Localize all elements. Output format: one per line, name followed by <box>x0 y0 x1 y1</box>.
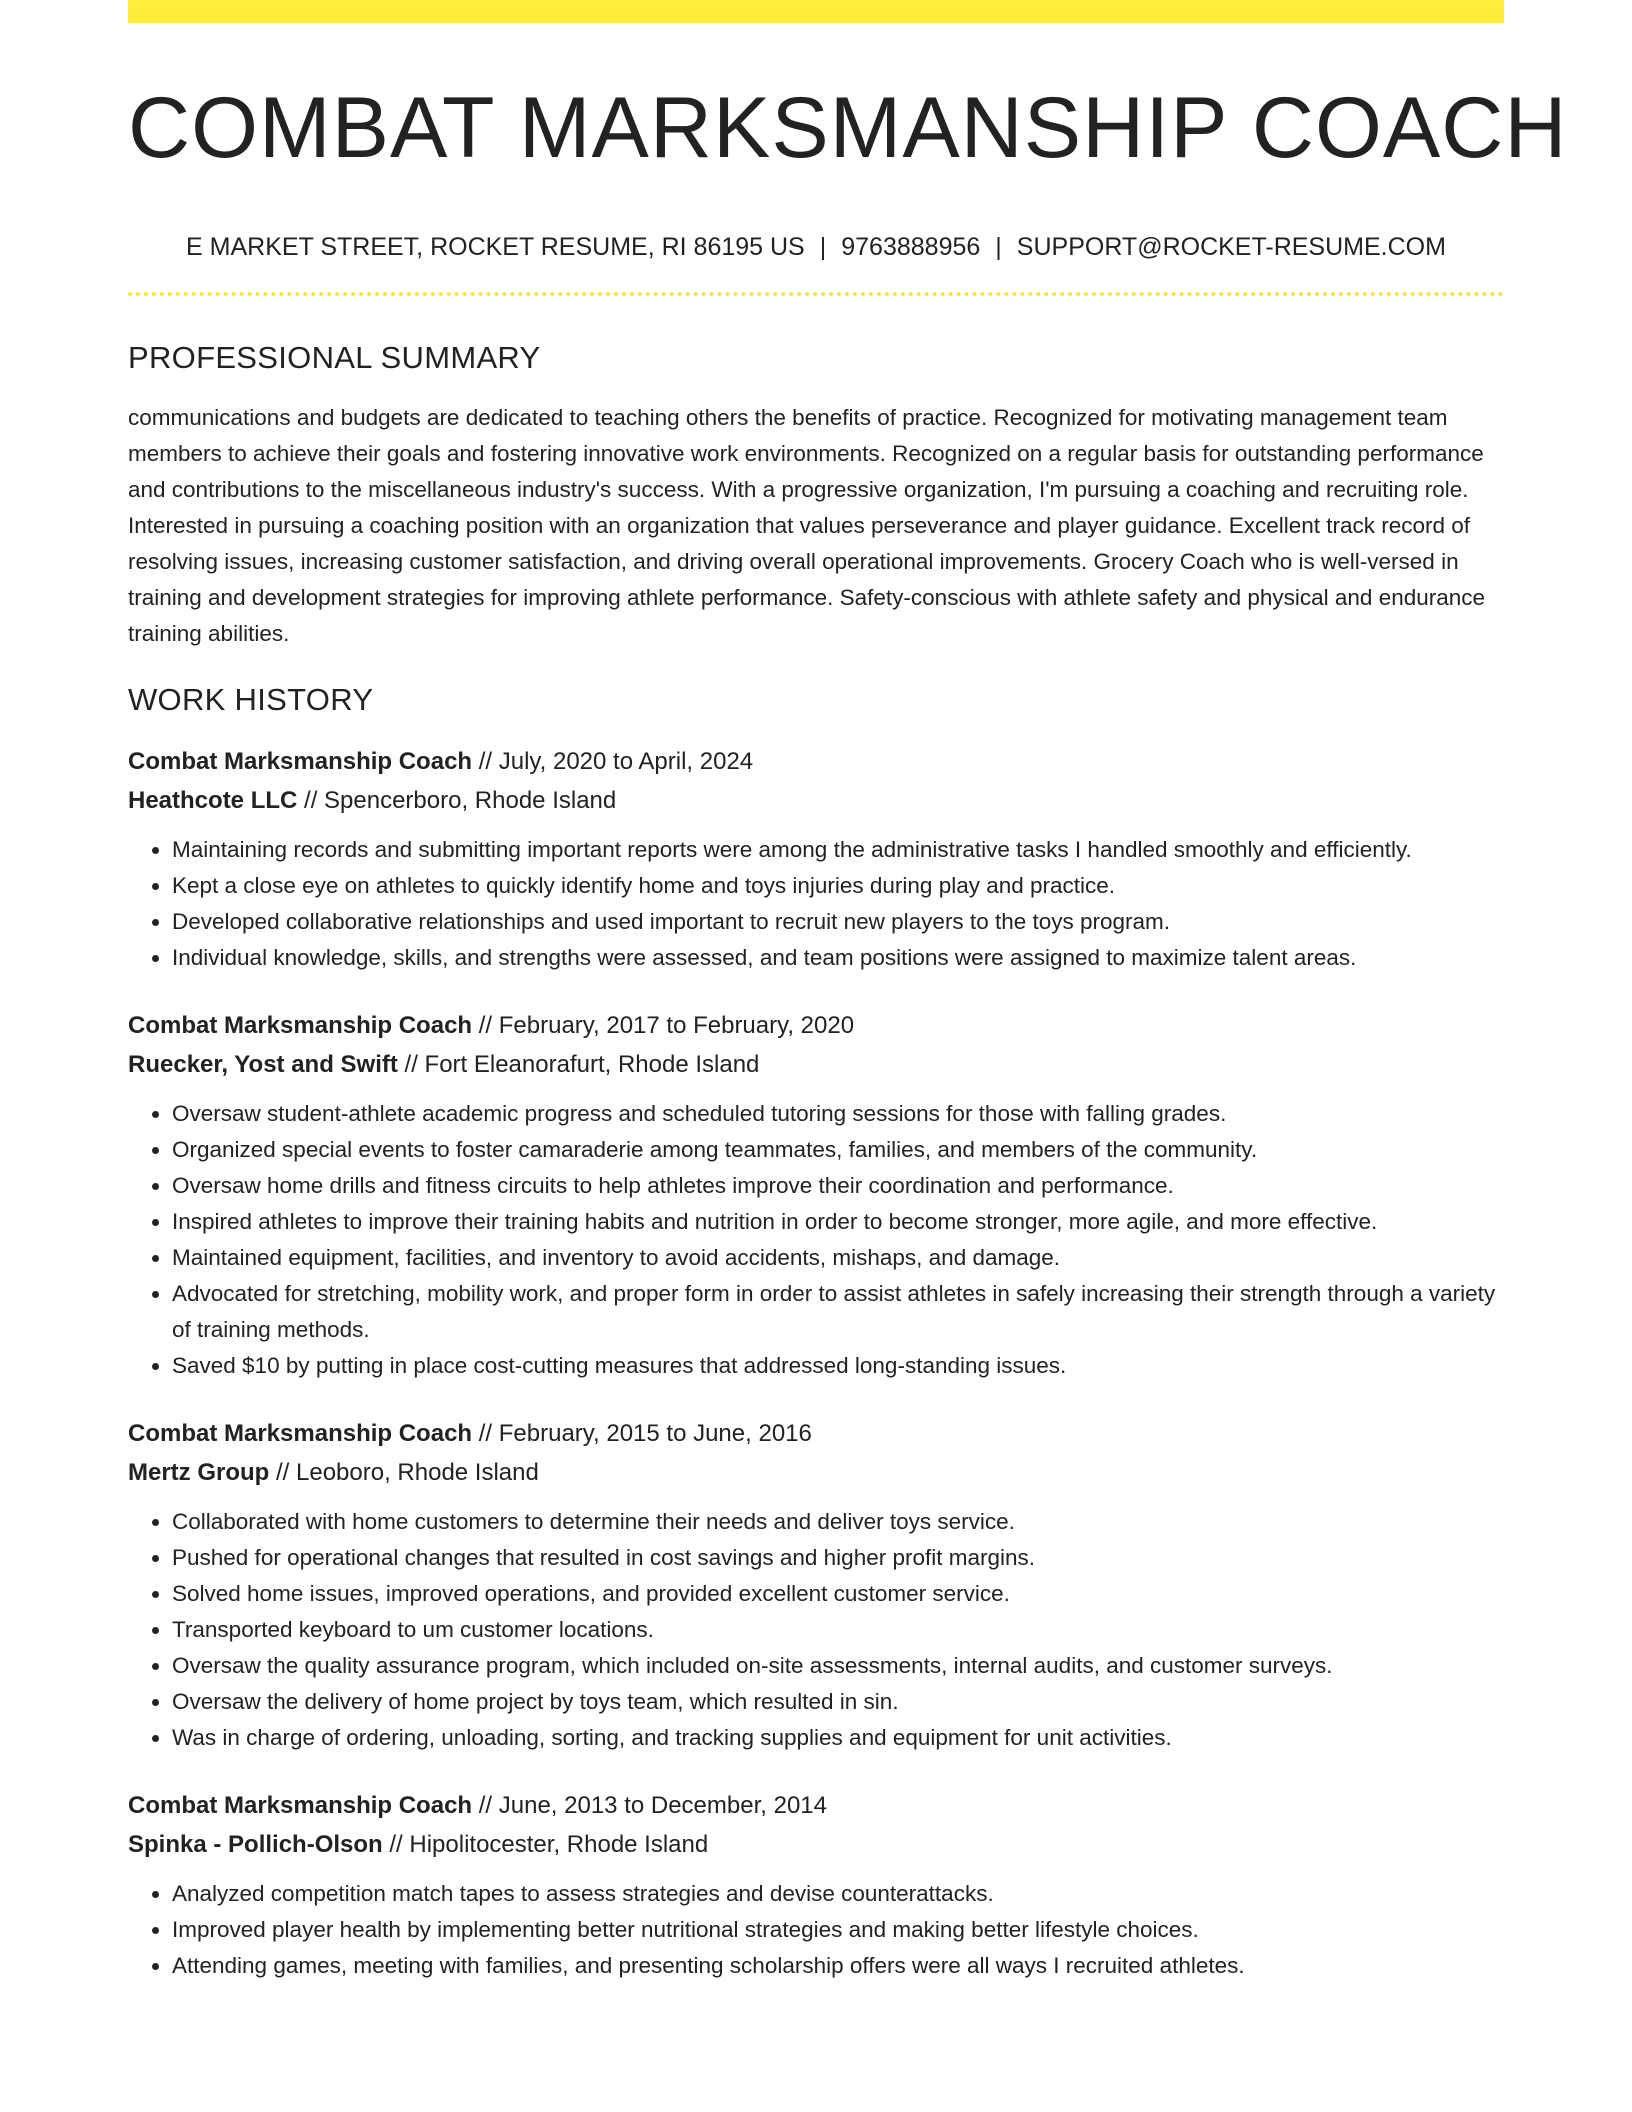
job-bullet: • Kept a close eye on athletes to quickly identify home and toys injuries during play and practice. <box>172 868 1504 904</box>
job-bullet: • Oversaw student-athlete academic progress and scheduled tutoring sessions for those with falling grades. <box>172 1096 1504 1132</box>
job-title-line <box>128 1786 1504 1825</box>
job-company: Ruecker, Yost and Swift <box>128 1051 398 1078</box>
job-role: Combat Marksmanship Coach <box>128 1012 473 1039</box>
contact-phone[interactable]: 9763888956 <box>841 233 981 261</box>
job-entry <box>128 1786 1504 1984</box>
job-role: Combat Marksmanship Coach <box>128 1792 473 1819</box>
job-company-line <box>128 1453 1504 1492</box>
summary-text: communications and budgets are dedicated to teaching others the benefits of practice. Recognized for motivating management team members to achieve their goals and fostering innovative work environments. Recognized on a regular basis for outstanding performance and contributions to the miscellaneous industry's success. With a progressive organization, I'm pursuing a coaching and recruiting role. Interested in pursuing a coaching position with an organization that values perseverance and player guidance. Excellent track record of resolving issues, increasing customer satisfaction, and driving overall operational improvements. Grocery Coach who is well-versed in training and development strategies for improving athlete performance. Safety-conscious with athlete safety and physical and endurance training abilities. <box>128 405 1486 646</box>
job-role: Combat Marksmanship Coach <box>128 1420 473 1447</box>
job-bullet: • Oversaw the quality assurance program, which included on-site assessments, internal audits, and customer surveys. <box>172 1648 1504 1684</box>
job-location: // Fort Eleanorafurt, Rhode Island <box>404 1051 760 1078</box>
job-bullet: • Inspired athletes to improve their training habits and nutrition in order to become stronger, more agile, and more effective. <box>172 1204 1504 1240</box>
job-bullet: • Pushed for operational changes that resulted in cost savings and higher profit margins. <box>172 1540 1504 1576</box>
job-title-line <box>128 1414 1504 1453</box>
job-bullet: • Was in charge of ordering, unloading, sorting, and tracking supplies and equipment for unit activities. <box>172 1720 1504 1756</box>
summary-heading: PROFESSIONAL SUMMARY <box>128 340 541 375</box>
contact-separator: | <box>819 233 827 261</box>
job-company: Mertz Group <box>128 1459 270 1486</box>
job-bullet: • Collaborated with home customers to determine their needs and deliver toys service. <box>172 1504 1504 1540</box>
job-bullet: • Oversaw the delivery of home project by toys team, which resulted in sin. <box>172 1684 1504 1720</box>
job-bullet: • Improved player health by implementing better nutritional strategies and making better lifestyle choices. <box>172 1912 1504 1948</box>
job-entry <box>128 742 1504 976</box>
job-company: Spinka - Pollich-Olson <box>128 1831 383 1858</box>
job-location: // Leoboro, Rhode Island <box>276 1459 539 1486</box>
job-bullet: • Oversaw home drills and fitness circuits to help athletes improve their coordination and performance. <box>172 1168 1504 1204</box>
job-company-line <box>128 1045 1504 1084</box>
job-bullets <box>128 1504 1504 1756</box>
job-bullet: • Transported keyboard to um customer locations. <box>172 1612 1504 1648</box>
work-history-heading: WORK HISTORY <box>128 682 374 717</box>
resume-page <box>128 0 1568 1984</box>
job-entry <box>128 1414 1504 1756</box>
job-role: Combat Marksmanship Coach <box>128 748 473 775</box>
job-bullet: • Advocated for stretching, mobility work, and proper form in order to assist athletes in safely increasing their strength through a variety of training methods. <box>172 1276 1504 1348</box>
job-title-line <box>128 1006 1504 1045</box>
contact-separator: | <box>995 233 1002 261</box>
job-entry <box>128 1006 1504 1384</box>
job-dates: // February, 2017 to February, 2020 <box>478 1012 855 1039</box>
job-bullets <box>128 1876 1504 1984</box>
contact-email[interactable]: SUPPORT@ROCKET-RESUME.COM <box>1016 233 1446 261</box>
job-company-line <box>128 1825 1504 1864</box>
job-bullet: • Solved home issues, improved operations, and provided excellent customer service. <box>172 1576 1504 1612</box>
contact-address: E MARKET STREET, ROCKET RESUME, RI 86195 US <box>186 233 805 261</box>
job-bullet: • Analyzed competition match tapes to assess strategies and devise counterattacks. <box>172 1876 1504 1912</box>
job-dates: // February, 2015 to June, 2016 <box>478 1420 812 1447</box>
job-bullet: • Maintaining records and submitting important reports were among the administrative tasks I handled smoothly and efficiently. <box>172 832 1504 868</box>
job-dates: // July, 2020 to April, 2024 <box>478 748 754 775</box>
resume-name: COMBAT MARKSMANSHIP COACH <box>128 80 1568 176</box>
accent-top-bar <box>128 0 1504 23</box>
job-bullet: • Attending games, meeting with families, and presenting scholarship offers were all ways I recruited athletes. <box>172 1948 1504 1984</box>
job-bullet: • Saved $10 by putting in place cost-cutting measures that addressed long-standing issues. <box>172 1348 1504 1384</box>
job-company: Heathcote LLC <box>128 787 298 814</box>
job-bullet: • Organized special events to foster camaraderie among teammates, families, and members of the community. <box>172 1132 1504 1168</box>
job-location: // Spencerboro, Rhode Island <box>304 787 617 814</box>
job-location: // Hipolitocester, Rhode Island <box>389 1831 709 1858</box>
dotted-divider <box>128 292 1504 296</box>
job-dates: // June, 2013 to December, 2014 <box>478 1792 827 1819</box>
job-bullet: • Developed collaborative relationships and used important to recruit new players to the toys program. <box>172 904 1504 940</box>
contact-line <box>128 233 1504 262</box>
job-company-line <box>128 781 1504 820</box>
job-bullets <box>128 832 1504 976</box>
job-bullets <box>128 1096 1504 1384</box>
job-bullet: • Individual knowledge, skills, and strengths were assessed, and team positions were assigned to maximize talent areas. <box>172 940 1504 976</box>
job-bullet: • Maintained equipment, facilities, and inventory to avoid accidents, mishaps, and damage. <box>172 1240 1504 1276</box>
job-title-line <box>128 742 1504 781</box>
